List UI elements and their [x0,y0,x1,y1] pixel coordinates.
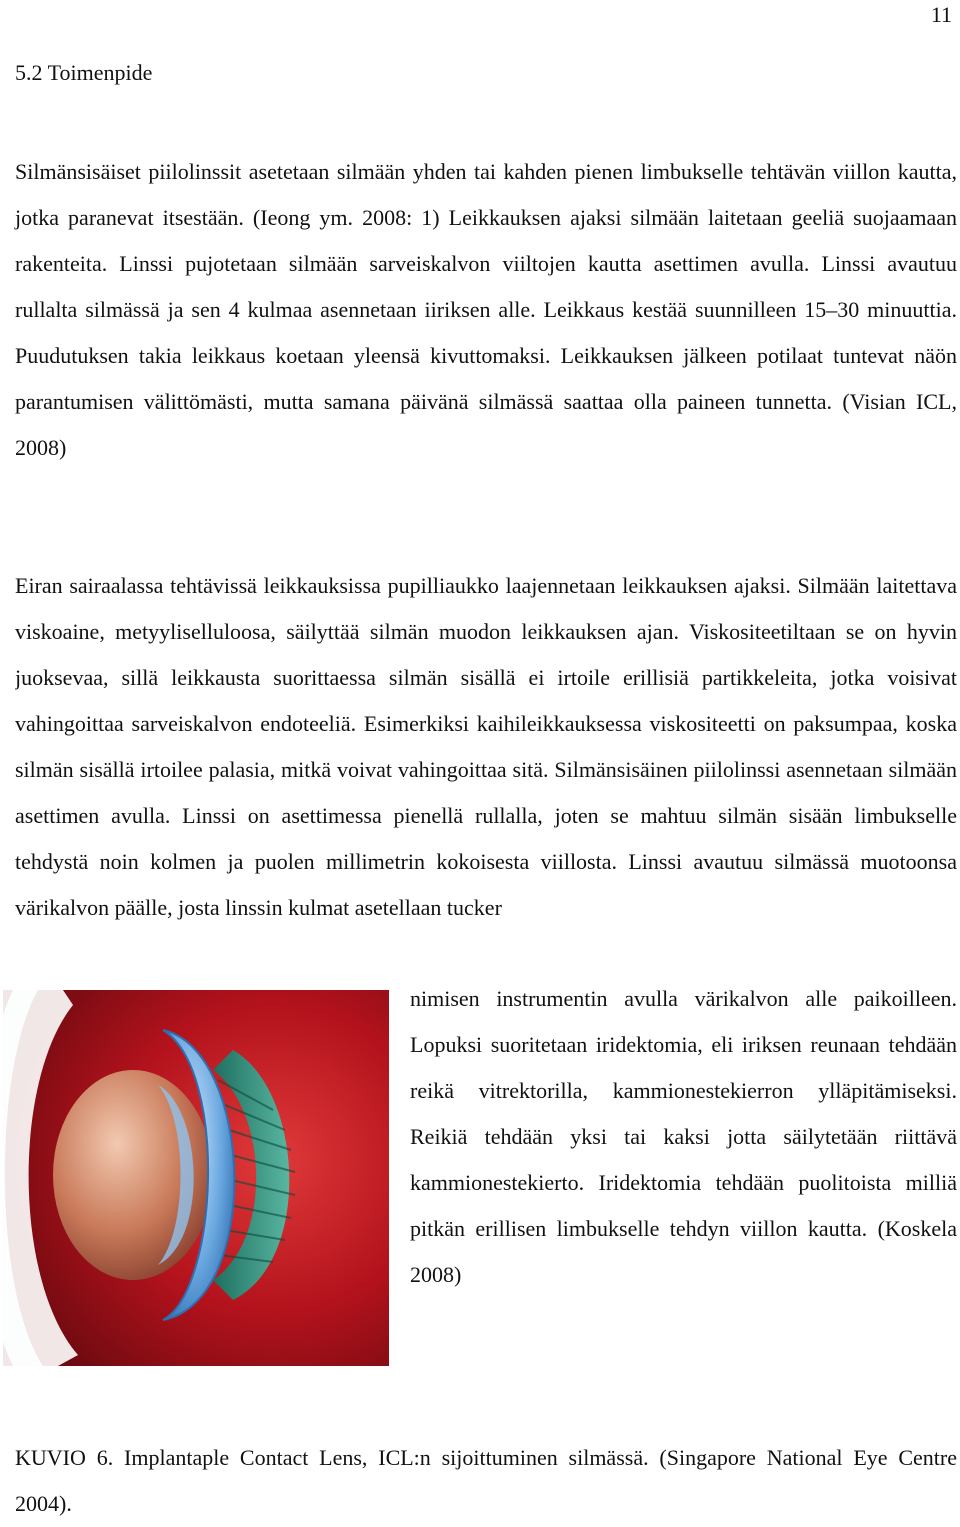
figure-caption: KUVIO 6. Implantaple Contact Lens, ICL:n sijoittuminen silmässä. (Singapore National Eye Centre 2004). [15,1445,957,1516]
page-number: 11 [930,2,952,27]
paragraph-1: Silmänsisäiset piilolinssit asetetaan silmään yhden tai kahden pienen limbukselle tehtävän viillon kautta, jotka paranevat itsestään. (Ieong ym. 2008: 1) Leikkauksen ajaksi silmään laitetaan geeliä suojaamaan rakenteita. Linssi pujotetaan silmään sarveiskalvon viiltojen kautta asettimen avulla. Linssi avautuu rullalta silmässä ja sen 4 kulmaa asennetaan iiriksen alle. Leikkaus kestää suunnilleen 15–30 minuuttia. Puudutuksen takia leikkaus koetaan yleensä kivuttomaksi. Leikkauksen jälkeen potilaat tuntevat näön parantumisen välittömästi, mutta samana päivänä silmässä saattaa olla paineen tunnetta. (Visian ICL, 2008) [15,159,957,460]
paragraph-2-wrapped-text: nimisen instrumentin avulla värikalvon alle paikoilleen. Lopuksi suoritetaan iridektomia, eli iriksen reunaan tehdään reikä vitrektorilla, kammionestekierron ylläpitämiseksi. Reikiä tehdään yksi tai kaksi jotta säilytetään riittävä kammionestekierto. Iridektomia tehdään puolitoista milliä pitkän erillisen limbukselle tehdyn viillon kautta. (Koskela 2008) [410,986,957,1287]
eye-illustration [3,990,389,1366]
eye-cross-section-figure [3,990,389,1366]
section-heading: 5.2 Toimenpide [15,60,153,85]
paragraph-2: Eiran sairaalassa tehtävissä leikkauksissa pupilliaukko laajennetaan leikkauksen ajaksi. Silmään laitettava viskoaine, metyyliselluloosa, säilyttää silmän muodon leikkauksen ajan. Viskositeetiltaan se on hyvin juoksevaa, sillä leikkausta suorittaessa silmän sisällä ei irtoile erillisiä partikkeleita, jotka voisivat vahingoittaa sarveiskalvon endoteeliä. Esimerkiksi kaihileikkauksessa viskositeetti on paksumpaa, koska silmän sisällä irtoilee palasia, mitkä voivat vahingoittaa sitä. Silmänsisäinen piilolinssi asennetaan silmään asettimen avulla. Linssi on asettimessa pienellä rullalla, joten se mahtuu silmän sisään limbukselle tehdystä noin kolmen ja puolen millimetrin kokoisesta viillosta. Linssi avautuu silmässä muotoonsa värikalvon päälle, josta linssin kulmat asetellaan tucker [15,573,957,920]
